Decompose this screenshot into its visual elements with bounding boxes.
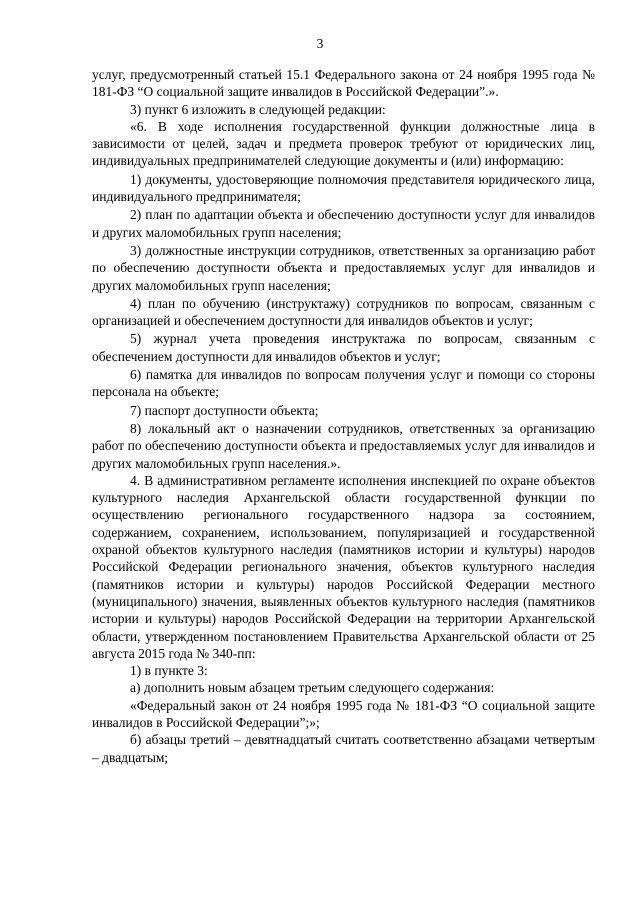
- list-item: 2) план по адаптации объекта и обеспечению доступности услуг для инвалидов и других маломобильных групп населения;: [92, 207, 595, 240]
- list-item: 6) памятка для инвалидов по вопросам получения услуг и помощи со стороны персонала на объекте;: [92, 367, 595, 400]
- list-item: 7) паспорт доступности объекта;: [130, 402, 319, 418]
- list-item: 1) в пункте 3:: [130, 663, 208, 679]
- list-item: 4) план по обучению (инструктажу) сотрудников по вопросам, связанным с организацией и обеспечением доступности для инвалидов объектов и услуг;: [92, 295, 595, 329]
- page-number: 3: [316, 36, 324, 51]
- paragraph: услуг, предусмотренный статьей 15.1 Федерального закона от 24 ноября 1995 года № 181-ФЗ “О социальной защите инвалидов в Российской Федерации”.».: [92, 67, 595, 100]
- document-body: [92, 66, 595, 766]
- quote-paragraph: «Федеральный закон от 24 ноября 1995 года № 181-ФЗ “О социальной защите инвалидов в Российской Федерации”;»;: [92, 697, 595, 730]
- list-item: 5) журнал учета проведения инструктажа по вопросам, связанным с обеспечением доступности для инвалидов объектов и услуг;: [92, 331, 595, 364]
- paragraph: 4. В административном регламенте исполнения инспекцией по охране объектов культурного наследия Архангельской области государственной функции по осуществлению регионального государственного надзора за состоянием, содержанием, сохранением, использованием, популяризацией и государственной охраной объектов культурного наследия (памятников истории и культуры) народов Российской Федерации регионального значения, объектов культурного наследия (памятников истории и культуры) народов Российской Федерации местного (муниципального) значения, выявленных объектов культурного наследия (памятников истории и культуры) народов Российской Федерации на территории Архангельской области, утвержденном постановлением Правительства Архангельской области от 25 августа 2015 года № 340-пп:: [92, 472, 595, 661]
- list-item: а) дополнить новым абзацем третьим следующего содержания:: [130, 680, 495, 696]
- list-item: 3) должностные инструкции сотрудников, ответственных за организацию работ по обеспечению доступности объекта и предоставляемых услуг для инвалидов и других маломобильных групп населения;: [92, 242, 595, 293]
- paragraph: «6. В ходе исполнения государственной функции должностные лица в зависимости от целей, задач и предмета проверок требуют от юридических лиц, индивидуальных предпринимателей следующие документы и (или) информацию:: [92, 118, 595, 169]
- list-item: б) абзацы третий – девятнадцатый считать соответственно абзацами четвертым – двадцатым;: [92, 732, 595, 765]
- paragraph: 3) пункт 6 изложить в следующей редакции:: [130, 101, 386, 117]
- list-item: 1) документы, удостоверяющие полномочия представителя юридического лица, индивидуального предпринимателя;: [92, 171, 595, 205]
- list-item: 8) локальный акт о назначении сотрудников, ответственных за организацию работ по обеспечению доступности объекта и предоставляемых услуг для инвалидов и других маломобильных групп населения.».: [92, 420, 595, 471]
